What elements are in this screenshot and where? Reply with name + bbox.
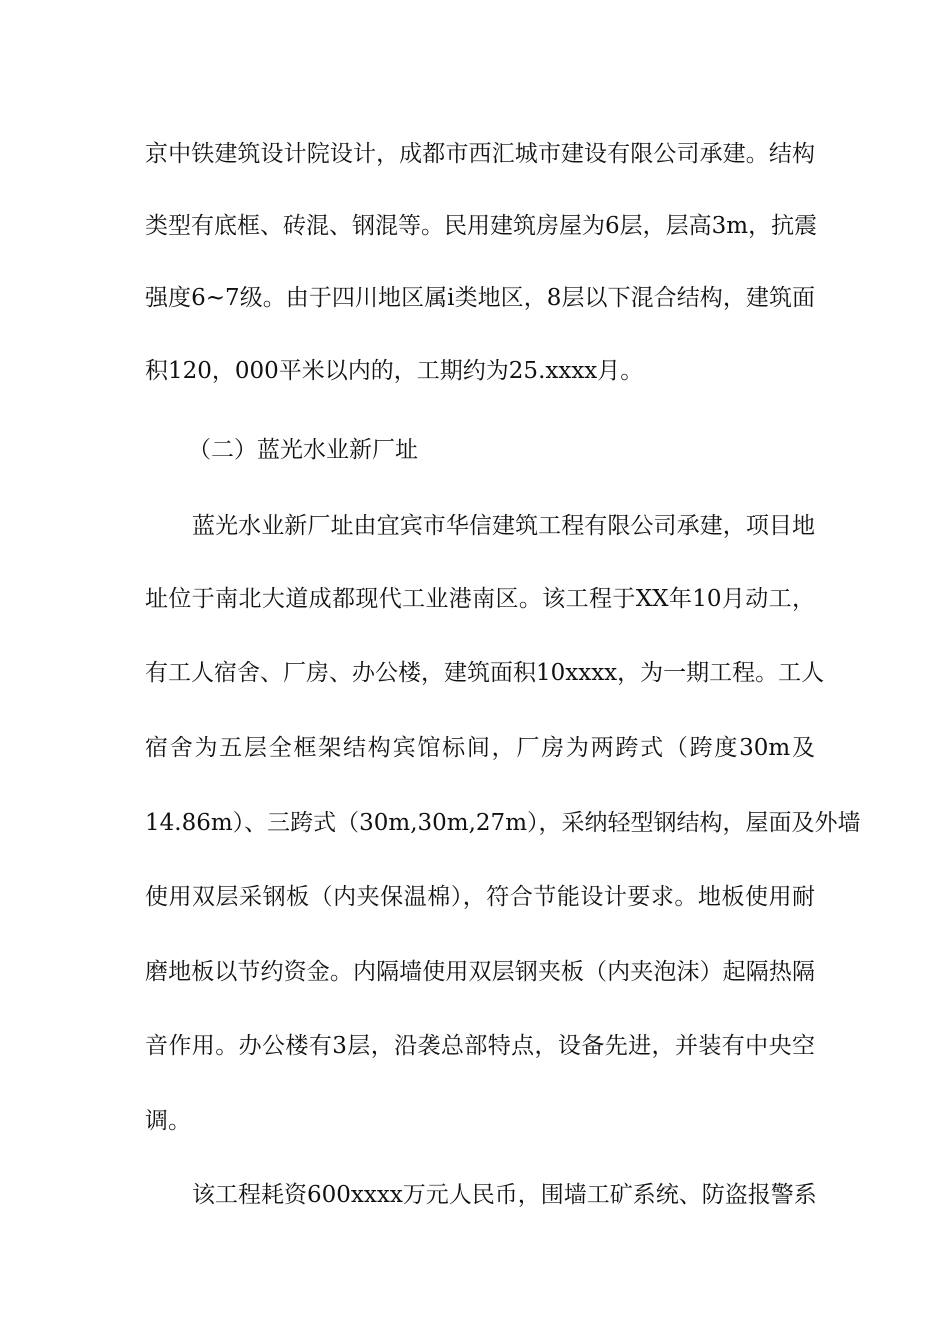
paragraph-line: 调。 (145, 1108, 191, 1134)
paragraph-line: 积120，000平米以内的，工期约为25.xxxx月。 (145, 358, 644, 384)
paragraph-line: 音作用。办公楼有3层，沿袭总部特点，设备先进，并装有中央空 (145, 1033, 815, 1059)
paragraph-line: 该工程耗资600xxxx万元人民币，围墙工矿系统、防盗报警系 (192, 1182, 817, 1208)
paragraph-line: 蓝光水业新厂址由宜宾市华信建筑工程有限公司承建，项目地 (192, 513, 815, 539)
paragraph-line: 址位于南北大道成都现代工业港南区。该工程于XX年10月动工， (145, 586, 815, 612)
paragraph-line: 14.86m）、三跨式（30m,30m,27m），采纳轻型钢结构，屋面及外墙 (145, 810, 861, 836)
section-heading: （二）蓝光水业新厂址 (188, 437, 418, 463)
paragraph-line: 磨地板以节约资金。内隔墙使用双层钢夹板（内夹泡沫）起隔热隔 (145, 959, 815, 985)
paragraph-line: 使用双层采钢板（内夹保温棉），符合节能设计要求。地板使用耐 (145, 884, 815, 910)
paragraph-line: 强度6~7级。由于四川地区属ⅰ类地区，8层以下混合结构，建筑面 (145, 285, 815, 311)
paragraph-line: 宿舍为五层全框架结构宾馆标间，厂房为两跨式（跨度30m及 (145, 735, 815, 761)
paragraph-line: 类型有底框、砖混、钢混等。民用建筑房屋为6层，层高3m，抗震 (145, 213, 818, 239)
paragraph-line: 有工人宿舍、厂房、办公楼，建筑面积10xxxx，为一期工程。工人 (145, 660, 825, 686)
paragraph-line: 京中铁建筑设计院设计，成都市西汇城市建设有限公司承建。结构 (145, 141, 815, 167)
